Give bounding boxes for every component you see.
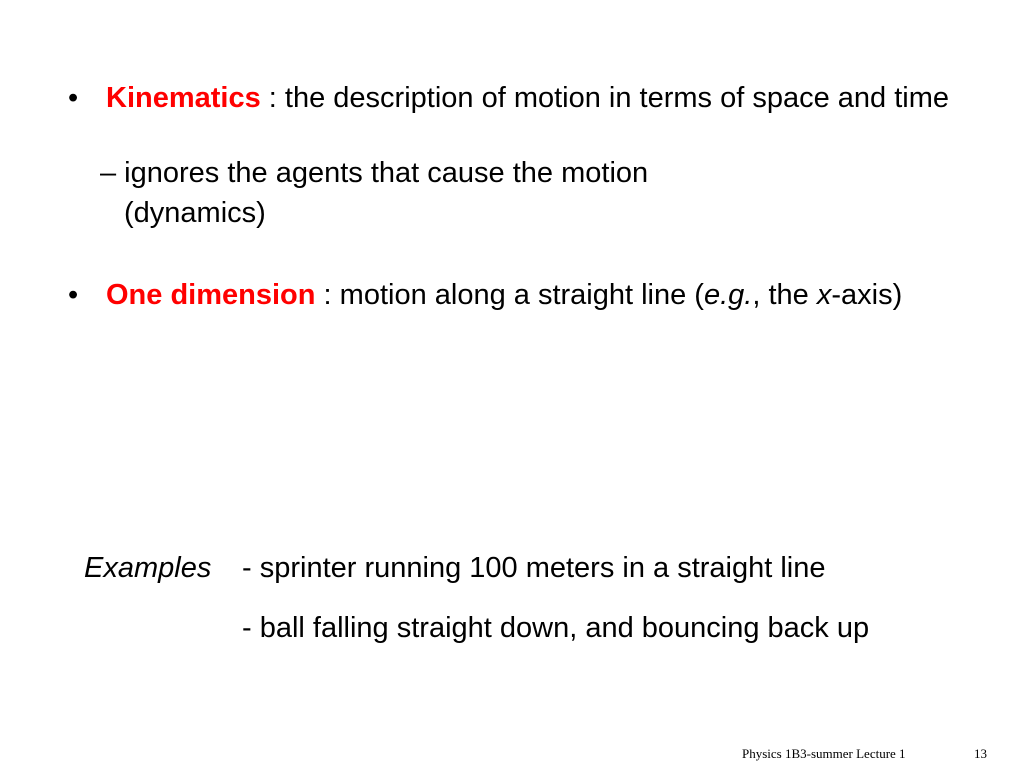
example-item-sprinter: - sprinter running 100 meters in a straight line (242, 552, 826, 584)
definition-part-2: , the (752, 279, 817, 311)
bullet-kinematics (68, 82, 950, 115)
bullet-marker: • (68, 82, 79, 114)
bullet-text (106, 279, 950, 312)
footer-title: Physics 1B3-summer Lecture 1 (742, 746, 906, 761)
sub-point-ignores-agents: – ignores the agents that cause the motion (100, 157, 649, 189)
example-item-ball: - ball falling straight down, and bouncing back up (242, 612, 870, 644)
term-kinematics: Kinematics (106, 82, 261, 114)
bullet-text (106, 82, 950, 115)
bullet-one-dimension (68, 279, 950, 312)
definition-part-1: : motion along a straight line ( (315, 279, 704, 311)
page-number: 13 (974, 746, 987, 761)
examples-label: Examples (84, 552, 212, 584)
sub-point-dynamics: (dynamics) (124, 197, 266, 229)
definition-part-3: -axis) (831, 279, 903, 311)
bullet-marker: • (68, 279, 79, 311)
x-variable: x (816, 279, 832, 311)
eg-abbrev: e.g. (703, 279, 753, 311)
term-one-dimension: One dimension (106, 279, 316, 311)
kinematics-definition: : the description of motion in terms of space and time (260, 82, 950, 114)
